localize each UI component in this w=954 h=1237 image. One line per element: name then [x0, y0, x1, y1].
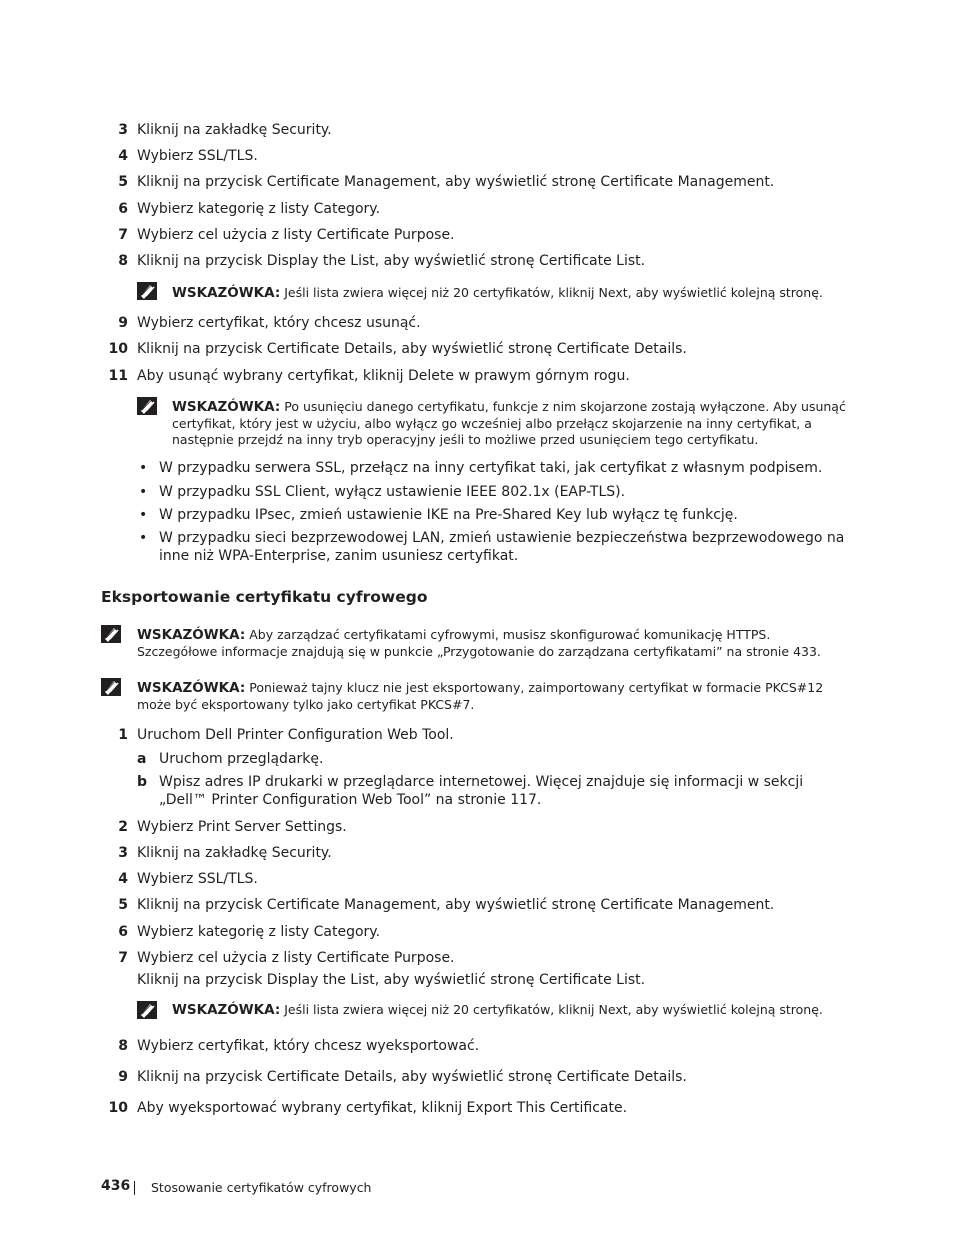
page-number: 436 — [101, 1178, 131, 1194]
step-number: 9 — [118, 315, 128, 331]
note-pencil-icon — [101, 625, 121, 643]
step-text: Wybierz certyfikat, który chcesz usunąć. — [137, 315, 421, 331]
step-number: 7 — [118, 227, 128, 243]
step-continuation — [0, 971, 954, 991]
bullet-text: W przypadku sieci bezprzewodowej LAN, zmień ustawienie bezpieczeństwa bezprzewodowego na inne niż WPA-Enterprise, zanim usuniesz certyfikat. — [159, 530, 845, 564]
step-number: 5 — [118, 174, 128, 190]
step-item — [0, 252, 954, 272]
step-text: Wybierz certyfikat, który chcesz wyeksportować. — [137, 1038, 480, 1054]
bullet-marker: • — [139, 484, 148, 500]
step-item — [0, 340, 954, 360]
step-item — [0, 147, 954, 167]
step-item — [0, 844, 954, 864]
step-number: 3 — [118, 122, 128, 138]
step-item — [0, 896, 954, 916]
substep-text: Uruchom przeglądarkę. — [159, 751, 324, 767]
step-text: Uruchom Dell Printer Configuration Web Tool. — [137, 727, 454, 743]
step-item — [0, 949, 954, 969]
note-box — [172, 1002, 852, 1019]
step-text: Aby wyeksportować wybrany certyfikat, kliknij Export This Certificate. — [137, 1100, 628, 1116]
footer-section-title: Stosowanie certyfikatów cyfrowych — [151, 1180, 372, 1195]
bullet-text: W przypadku SSL Client, wyłącz ustawienie IEEE 802.1x (EAP-TLS). — [159, 484, 626, 500]
step-text: Wybierz cel użycia z listy Certificate Purpose. — [137, 227, 455, 243]
step-item — [0, 1037, 954, 1057]
step-number: 1 — [118, 727, 128, 743]
substep-letter: b — [137, 774, 148, 790]
step-item — [0, 173, 954, 193]
step-number: 2 — [118, 819, 128, 835]
step-item — [0, 1068, 954, 1088]
step-text: Aby usunąć wybrany certyfikat, kliknij Delete w prawym górnym rogu. — [137, 368, 630, 384]
substep-letter: a — [137, 751, 147, 767]
step-item — [0, 367, 954, 387]
step-text: Kliknij na przycisk Certificate Details, aby wyświetlić stronę Certificate Details. — [137, 341, 687, 357]
step-item — [0, 923, 954, 943]
note-box — [137, 680, 849, 713]
note-text: Aby zarządzać certyfikatami cyfrowymi, musisz skonfigurować komunikację HTTPS. Szczegółowe informacje znajdują się w punkcie „Przygotowanie do zarządzana certyfikatami” na stronie 433. — [137, 627, 821, 659]
note-label: WSKAZÓWKA: — [137, 680, 246, 696]
step-number: 8 — [118, 1038, 128, 1054]
note-text: Jeśli lista zwiera więcej niż 20 certyfikatów, kliknij Next, aby wyświetlić kolejną stronę. — [284, 1002, 823, 1017]
bullet-marker: • — [139, 460, 148, 476]
note-box — [137, 627, 849, 660]
step-number: 4 — [118, 148, 128, 164]
step-number: 6 — [118, 924, 128, 940]
note-label: WSKAZÓWKA: — [172, 1002, 281, 1018]
note-label: WSKAZÓWKA: — [172, 285, 281, 301]
step-text: Kliknij na przycisk Certificate Management, aby wyświetlić stronę Certificate Management. — [137, 174, 775, 190]
substep-text: Wpisz adres IP drukarki w przeglądarce internetowej. Więcej znajduje się informacji w sekcji „Dell™ Printer Configuration Web Tool” na stronie 117. — [159, 774, 804, 808]
step-text: Wybierz Print Server Settings. — [137, 819, 347, 835]
note-label: WSKAZÓWKA: — [137, 627, 246, 643]
step-number: 6 — [118, 201, 128, 217]
note-text: Ponieważ tajny klucz nie jest eksportowany, zaimportowany certyfikat w formacie PKCS#12 może być eksportowany tylko jako certyfikat PKCS#7. — [137, 680, 824, 712]
step-number: 11 — [108, 368, 128, 384]
step-number: 8 — [118, 253, 128, 269]
step-number: 5 — [118, 897, 128, 913]
step-text: Wybierz kategorię z listy Category. — [137, 924, 381, 940]
step-text: Kliknij na zakładkę Security. — [137, 845, 332, 861]
step-text: Kliknij na przycisk Display the List, aby wyświetlić stronę Certificate List. — [137, 972, 646, 988]
step-item — [0, 200, 954, 220]
step-item — [0, 121, 954, 141]
step-item — [0, 818, 954, 838]
note-box — [172, 285, 852, 302]
step-item — [0, 314, 954, 334]
section-heading: Eksportowanie certyfikatu cyfrowego — [101, 588, 428, 606]
step-text: Wybierz cel użycia z listy Certificate Purpose. — [137, 950, 455, 966]
footer-divider — [134, 1181, 135, 1195]
bullet-marker: • — [139, 530, 148, 546]
note-label: WSKAZÓWKA: — [172, 399, 281, 415]
bullet-text: W przypadku IPsec, zmień ustawienie IKE na Pre-Shared Key lub wyłącz tę funkcję. — [159, 507, 738, 523]
step-number: 10 — [108, 1100, 128, 1116]
step-item — [0, 226, 954, 246]
note-pencil-icon — [101, 678, 121, 696]
note-pencil-icon — [137, 1001, 157, 1019]
step-item — [0, 1099, 954, 1119]
bullet-text: W przypadku serwera SSL, przełącz na inny certyfikat taki, jak certyfikat z własnym podpisem. — [159, 460, 823, 476]
step-item — [0, 726, 954, 746]
step-text: Wybierz SSL/TLS. — [137, 148, 258, 164]
note-pencil-icon — [137, 282, 157, 300]
step-text: Wybierz kategorię z listy Category. — [137, 201, 381, 217]
step-number: 7 — [118, 950, 128, 966]
step-text: Kliknij na przycisk Certificate Details, aby wyświetlić stronę Certificate Details. — [137, 1069, 687, 1085]
note-text: Po usunięciu danego certyfikatu, funkcje z nim skojarzone zostają wyłączone. Aby usunąć certyfikat, który jest w użyciu, albo wyłącz go wcześniej albo przełącz skojarzenie na inny certyfikat, a następnie przejdź na inny tryb operacyjny jeśli to możliwe przed usunięciem tego certyfikatu. — [172, 399, 846, 447]
step-number: 4 — [118, 871, 128, 887]
note-text: Jeśli lista zwiera więcej niż 20 certyfikatów, kliknij Next, aby wyświetlić kolejną stronę. — [284, 285, 823, 300]
bullet-marker: • — [139, 507, 148, 523]
note-pencil-icon — [137, 397, 157, 415]
step-number: 9 — [118, 1069, 128, 1085]
step-text: Wybierz SSL/TLS. — [137, 871, 258, 887]
step-text: Kliknij na zakładkę Security. — [137, 122, 332, 138]
step-number: 3 — [118, 845, 128, 861]
step-text: Kliknij na przycisk Display the List, aby wyświetlić stronę Certificate List. — [137, 253, 646, 269]
step-item — [0, 870, 954, 890]
note-box — [172, 399, 852, 449]
step-number: 10 — [108, 341, 128, 357]
step-text: Kliknij na przycisk Certificate Management, aby wyświetlić stronę Certificate Management. — [137, 897, 775, 913]
